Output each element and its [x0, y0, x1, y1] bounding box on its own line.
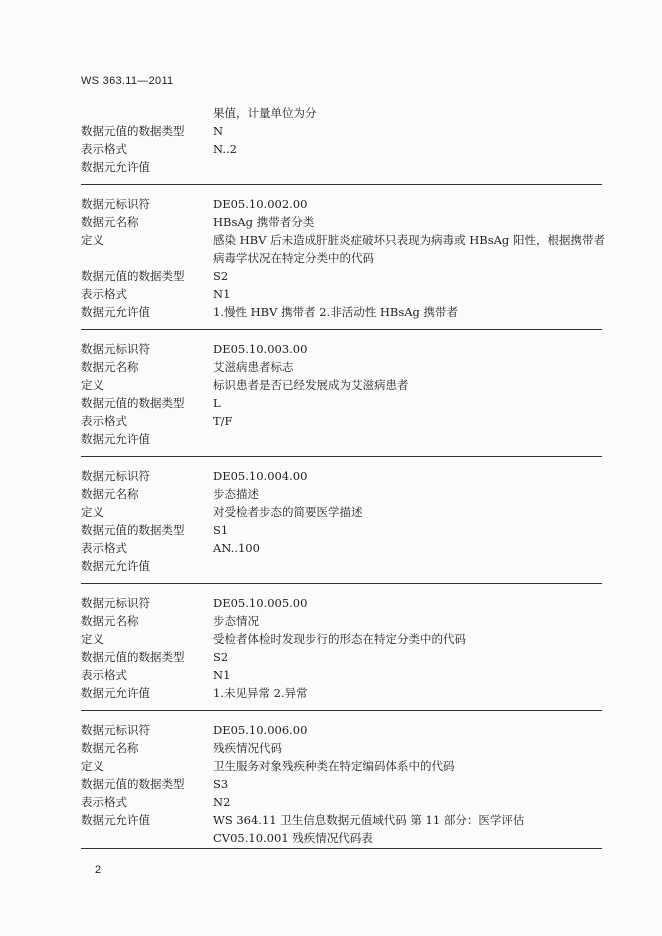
field-value-line: DE05.10.004.00 — [213, 469, 308, 483]
field-label: 数据元标识符 — [81, 723, 150, 737]
field-label: 数据元值的数据类型 — [81, 650, 185, 664]
field-value-line: N1 — [213, 668, 231, 682]
field-row — [81, 303, 602, 321]
field-value-line: 病毒学状况在特定分类中的代码 — [213, 251, 374, 265]
field-value-line: 步态情况 — [213, 614, 259, 628]
field-label: 数据元名称 — [81, 741, 139, 755]
field-value-line: 1.未见异常 2.异常 — [213, 686, 308, 700]
field-row — [81, 775, 602, 793]
field-label: 数据元名称 — [81, 487, 139, 501]
field-row — [81, 793, 602, 811]
field-value — [213, 394, 602, 412]
bottom-rule — [81, 848, 602, 849]
field-label: 定义 — [81, 378, 104, 392]
field-label: 数据元值的数据类型 — [81, 777, 185, 791]
field-value-line: WS 364.11 卫生信息数据元值域代码 第 11 部分：医学评估 — [213, 813, 525, 827]
continuation-block — [81, 104, 602, 184]
section-divider — [81, 583, 602, 584]
field-value — [213, 811, 602, 847]
field-label: 表示格式 — [81, 541, 127, 555]
field-row — [81, 195, 602, 213]
row-label: 表示格式 — [81, 142, 127, 156]
field-value-line: AN..100 — [213, 541, 260, 555]
field-value — [213, 195, 602, 213]
field-value — [213, 376, 602, 394]
field-value-line: S3 — [213, 777, 229, 791]
field-value — [213, 467, 602, 485]
field-label: 数据元允许值 — [81, 559, 150, 573]
field-value — [213, 557, 602, 575]
data-element-block — [81, 592, 602, 710]
field-label: 数据元名称 — [81, 614, 139, 628]
field-value — [213, 213, 602, 231]
field-value-line: 艾滋病患者标志 — [213, 360, 294, 374]
field-row — [81, 630, 602, 648]
section-divider — [81, 456, 602, 457]
field-label: 数据元名称 — [81, 215, 139, 229]
field-label: 数据元允许值 — [81, 432, 150, 446]
field-row — [81, 666, 602, 684]
field-row — [81, 430, 602, 448]
field-row — [81, 412, 602, 430]
field-label: 定义 — [81, 632, 104, 646]
field-value-line: 1.慢性 HBV 携带者 2.非活动性 HBsAg 携带者 — [213, 305, 459, 319]
field-value — [213, 521, 602, 539]
field-value — [213, 503, 602, 521]
field-value — [213, 231, 605, 267]
field-value-line: 受检者体检时发现步行的形态在特定分类中的代码 — [213, 632, 466, 646]
field-row — [81, 267, 602, 285]
field-value — [213, 285, 602, 303]
field-label: 定义 — [81, 505, 104, 519]
row-value — [213, 158, 602, 176]
field-row — [81, 485, 602, 503]
field-label: 数据元允许值 — [81, 686, 150, 700]
field-value-line: 步态描述 — [213, 487, 259, 501]
field-value-line — [213, 557, 602, 575]
field-value-line: S2 — [213, 650, 229, 664]
field-value-line — [213, 430, 602, 448]
field-value-line: 感染 HBV 后未造成肝脏炎症破坏只表现为病毒或 HBsAg 阳性，根据携带者 — [213, 233, 605, 247]
field-value-line: S2 — [213, 269, 229, 283]
field-value — [213, 666, 602, 684]
field-label: 数据元标识符 — [81, 197, 150, 211]
field-label: 表示格式 — [81, 668, 127, 682]
field-label: 定义 — [81, 233, 104, 247]
field-row — [81, 376, 602, 394]
field-row — [81, 340, 602, 358]
field-value — [213, 630, 602, 648]
field-value — [213, 358, 602, 376]
field-value — [213, 739, 602, 757]
data-type-row — [81, 122, 602, 140]
field-value — [213, 340, 602, 358]
field-label: 数据元允许值 — [81, 305, 150, 319]
field-value — [213, 721, 602, 739]
field-value — [213, 430, 602, 448]
field-value — [213, 539, 602, 557]
field-label: 表示格式 — [81, 414, 127, 428]
field-row — [81, 557, 602, 575]
field-row — [81, 503, 602, 521]
field-row — [81, 594, 602, 612]
data-element-list — [81, 184, 605, 855]
field-row — [81, 684, 602, 702]
field-label: 定义 — [81, 759, 104, 773]
field-value-line: DE05.10.005.00 — [213, 596, 308, 610]
field-label: 表示格式 — [81, 287, 127, 301]
field-value — [213, 793, 602, 811]
field-value-line: 残疾情况代码 — [213, 741, 282, 755]
section-divider — [81, 710, 602, 711]
row-label: 数据元允许值 — [81, 160, 150, 174]
field-value — [213, 412, 602, 430]
field-value-line: HBsAg 携带者分类 — [213, 215, 315, 229]
field-label: 数据元名称 — [81, 360, 139, 374]
field-value — [213, 612, 602, 630]
field-row — [81, 213, 602, 231]
field-row — [81, 521, 602, 539]
document-header: WS 363.11—2011 — [81, 75, 174, 87]
field-value — [213, 757, 602, 775]
field-row — [81, 811, 602, 847]
field-value — [213, 267, 602, 285]
field-value-line: L — [213, 396, 221, 410]
allowed-values-row — [81, 158, 602, 176]
data-element-block — [81, 719, 602, 855]
section-divider — [81, 329, 602, 330]
field-value-line: 对受检者步态的简要医学描述 — [213, 505, 363, 519]
field-label: 数据元值的数据类型 — [81, 269, 185, 283]
data-element-block — [81, 465, 602, 583]
field-value — [213, 485, 602, 503]
field-value — [213, 303, 602, 321]
field-label: 数据元标识符 — [81, 342, 150, 356]
continuation-text: 果值，计量单位为分 — [213, 106, 317, 120]
data-element-block — [81, 193, 605, 329]
row-label — [81, 104, 213, 122]
field-row — [81, 231, 605, 267]
field-value — [213, 684, 602, 702]
field-row — [81, 285, 602, 303]
field-value-line: S1 — [213, 523, 229, 537]
field-row — [81, 648, 602, 666]
field-value — [213, 648, 602, 666]
page-number: 2 — [95, 864, 102, 876]
field-value-line: DE05.10.006.00 — [213, 723, 308, 737]
field-value-line: CV05.10.001 残疾情况代码表 — [213, 831, 373, 845]
field-row — [81, 394, 602, 412]
field-label: 数据元标识符 — [81, 469, 150, 483]
field-row — [81, 757, 602, 775]
field-row — [81, 358, 602, 376]
field-value — [213, 594, 602, 612]
field-value-line: T/F — [213, 414, 233, 428]
field-label: 数据元值的数据类型 — [81, 396, 185, 410]
data-element-block — [81, 338, 602, 456]
field-label: 数据元值的数据类型 — [81, 523, 185, 537]
field-label: 表示格式 — [81, 795, 127, 809]
field-value-line: N1 — [213, 287, 231, 301]
field-row — [81, 739, 602, 757]
format-row — [81, 140, 602, 158]
row-value: N..2 — [213, 142, 237, 156]
document-body — [81, 104, 605, 855]
section-divider — [81, 184, 602, 185]
field-label: 数据元允许值 — [81, 813, 150, 827]
field-value-line: DE05.10.003.00 — [213, 342, 308, 356]
field-value-line: 卫生服务对象残疾种类在特定编码体系中的代码 — [213, 759, 455, 773]
continuation-row — [81, 104, 602, 122]
row-value: N — [213, 124, 224, 138]
field-row — [81, 467, 602, 485]
field-row — [81, 539, 602, 557]
field-label: 数据元标识符 — [81, 596, 150, 610]
field-value — [213, 775, 602, 793]
field-value-line: 标识患者是否已经发展成为艾滋病患者 — [213, 378, 409, 392]
field-value-line: DE05.10.002.00 — [213, 197, 308, 211]
field-value-line: N2 — [213, 795, 231, 809]
field-row — [81, 612, 602, 630]
row-label: 数据元值的数据类型 — [81, 124, 185, 138]
field-row — [81, 721, 602, 739]
